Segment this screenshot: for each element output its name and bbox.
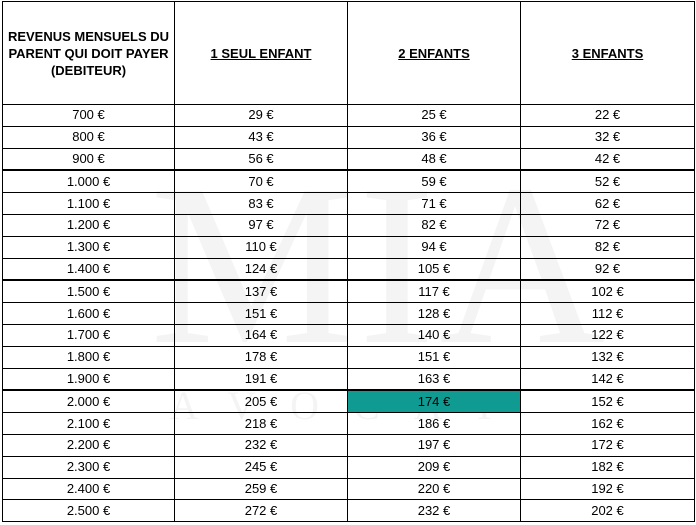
header-three-children: 3 ENFANTS bbox=[521, 2, 695, 105]
table-row bbox=[3, 303, 695, 325]
three-children-cell: 162 € bbox=[521, 413, 695, 435]
two-children-cell: 25 € bbox=[348, 105, 521, 127]
three-children-cell: 62 € bbox=[521, 193, 695, 215]
two-children-cell: 186 € bbox=[348, 413, 521, 435]
table-row bbox=[3, 193, 695, 215]
two-children-cell: 151 € bbox=[348, 346, 521, 368]
three-children-cell: 132 € bbox=[521, 346, 695, 368]
table-row bbox=[3, 236, 695, 258]
one-child-cell: 56 € bbox=[175, 148, 348, 170]
one-child-cell: 110 € bbox=[175, 236, 348, 258]
income-cell: 2.100 € bbox=[3, 413, 175, 435]
one-child-cell: 83 € bbox=[175, 193, 348, 215]
one-child-cell: 191 € bbox=[175, 368, 348, 390]
three-children-cell: 52 € bbox=[521, 170, 695, 192]
three-children-cell: 112 € bbox=[521, 303, 695, 325]
two-children-cell: 209 € bbox=[348, 456, 521, 478]
income-cell: 800 € bbox=[3, 126, 175, 148]
two-children-cell: 232 € bbox=[348, 500, 521, 522]
one-child-cell: 137 € bbox=[175, 280, 348, 302]
one-child-cell: 232 € bbox=[175, 434, 348, 456]
table-row bbox=[3, 105, 695, 127]
two-children-cell: 71 € bbox=[348, 193, 521, 215]
three-children-cell: 72 € bbox=[521, 214, 695, 236]
income-cell: 700 € bbox=[3, 105, 175, 127]
three-children-cell: 42 € bbox=[521, 148, 695, 170]
income-cell: 1.200 € bbox=[3, 214, 175, 236]
two-children-cell: 59 € bbox=[348, 170, 521, 192]
income-cell: 2.300 € bbox=[3, 456, 175, 478]
three-children-cell: 102 € bbox=[521, 280, 695, 302]
one-child-cell: 272 € bbox=[175, 500, 348, 522]
three-children-cell: 142 € bbox=[521, 368, 695, 390]
table-row bbox=[3, 456, 695, 478]
table-row bbox=[3, 148, 695, 170]
table-row bbox=[3, 500, 695, 522]
income-cell: 1.600 € bbox=[3, 303, 175, 325]
three-children-cell: 122 € bbox=[521, 324, 695, 346]
header-income: REVENUS MENSUELS DU PARENT QUI DOIT PAYER (DEBITEUR) bbox=[3, 2, 175, 105]
one-child-cell: 124 € bbox=[175, 258, 348, 280]
two-children-cell: 117 € bbox=[348, 280, 521, 302]
one-child-cell: 164 € bbox=[175, 324, 348, 346]
table-row bbox=[3, 170, 695, 192]
table-row bbox=[3, 413, 695, 435]
three-children-cell: 172 € bbox=[521, 434, 695, 456]
table-row bbox=[3, 390, 695, 412]
pension-table bbox=[2, 1, 695, 522]
three-children-cell: 182 € bbox=[521, 456, 695, 478]
table-row bbox=[3, 368, 695, 390]
one-child-cell: 245 € bbox=[175, 456, 348, 478]
table-row bbox=[3, 324, 695, 346]
two-children-cell: 163 € bbox=[348, 368, 521, 390]
three-children-cell: 82 € bbox=[521, 236, 695, 258]
two-children-cell: 128 € bbox=[348, 303, 521, 325]
one-child-cell: 43 € bbox=[175, 126, 348, 148]
income-cell: 1.700 € bbox=[3, 324, 175, 346]
two-children-cell: 105 € bbox=[348, 258, 521, 280]
table-row bbox=[3, 214, 695, 236]
one-child-cell: 29 € bbox=[175, 105, 348, 127]
three-children-cell: 22 € bbox=[521, 105, 695, 127]
income-cell: 1.500 € bbox=[3, 280, 175, 302]
table-body bbox=[3, 105, 695, 522]
three-children-cell: 202 € bbox=[521, 500, 695, 522]
table-row bbox=[3, 434, 695, 456]
header-row bbox=[3, 2, 695, 105]
two-children-cell: 140 € bbox=[348, 324, 521, 346]
income-cell: 2.000 € bbox=[3, 390, 175, 412]
two-children-cell: 48 € bbox=[348, 148, 521, 170]
income-cell: 1.000 € bbox=[3, 170, 175, 192]
income-cell: 2.500 € bbox=[3, 500, 175, 522]
two-children-cell: 94 € bbox=[348, 236, 521, 258]
one-child-cell: 205 € bbox=[175, 390, 348, 412]
table-row bbox=[3, 280, 695, 302]
one-child-cell: 70 € bbox=[175, 170, 348, 192]
table-row bbox=[3, 258, 695, 280]
income-cell: 1.100 € bbox=[3, 193, 175, 215]
income-cell: 1.900 € bbox=[3, 368, 175, 390]
header-one-child: 1 SEUL ENFANT bbox=[175, 2, 348, 105]
table-row bbox=[3, 346, 695, 368]
two-children-cell: 174 € bbox=[348, 390, 521, 412]
one-child-cell: 218 € bbox=[175, 413, 348, 435]
income-cell: 2.400 € bbox=[3, 478, 175, 500]
one-child-cell: 259 € bbox=[175, 478, 348, 500]
income-cell: 2.200 € bbox=[3, 434, 175, 456]
income-cell: 1.800 € bbox=[3, 346, 175, 368]
two-children-cell: 82 € bbox=[348, 214, 521, 236]
table-row bbox=[3, 478, 695, 500]
three-children-cell: 152 € bbox=[521, 390, 695, 412]
three-children-cell: 192 € bbox=[521, 478, 695, 500]
income-cell: 900 € bbox=[3, 148, 175, 170]
three-children-cell: 92 € bbox=[521, 258, 695, 280]
table-row bbox=[3, 126, 695, 148]
header-two-children: 2 ENFANTS bbox=[348, 2, 521, 105]
one-child-cell: 151 € bbox=[175, 303, 348, 325]
income-cell: 1.400 € bbox=[3, 258, 175, 280]
two-children-cell: 220 € bbox=[348, 478, 521, 500]
two-children-cell: 197 € bbox=[348, 434, 521, 456]
two-children-cell: 36 € bbox=[348, 126, 521, 148]
one-child-cell: 178 € bbox=[175, 346, 348, 368]
three-children-cell: 32 € bbox=[521, 126, 695, 148]
one-child-cell: 97 € bbox=[175, 214, 348, 236]
income-cell: 1.300 € bbox=[3, 236, 175, 258]
